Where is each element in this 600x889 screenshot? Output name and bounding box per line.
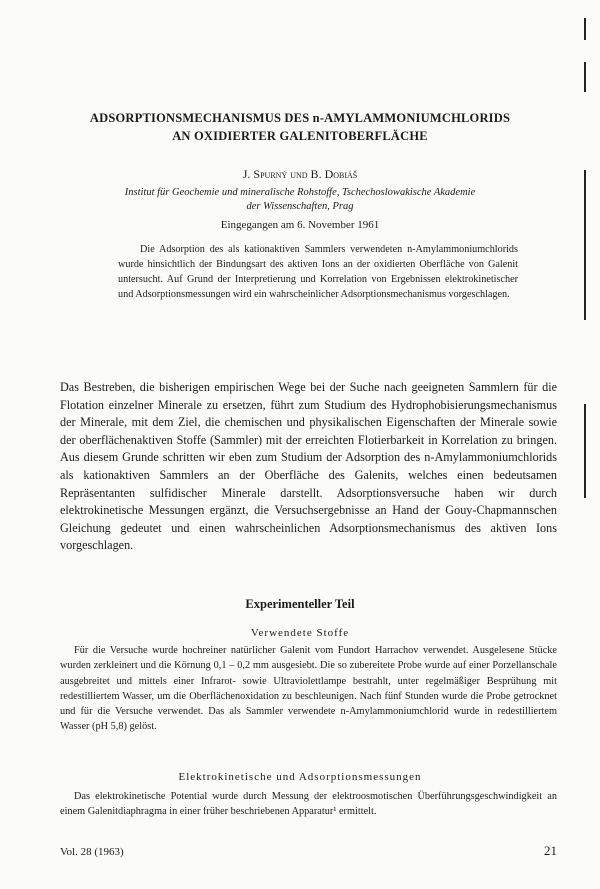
scan-edge-mark-1 [584, 18, 586, 40]
abstract: Die Adsorption des als kationaktiven Sammlers verwendeten n-Amylammoniumchlorids wurde hinsichtlich der Bindungsart des aktiven Ions an der oxidierten Oberfläche von Galenit untersucht. Auf Grund der Interpretierung und Korrelation von Ergebnissen elektrokinetischer und Adsorptionsmessungen wird ein wahrscheinlicher Adsorptionsmechanismus vorgeschlagen. [118, 244, 518, 300]
footer-volume: Vol. 28 (1963) [60, 846, 124, 858]
scan-edge-mark-3 [584, 170, 586, 320]
paper-title-line-2: AN OXIDIERTER GALENITOBERFLÄCHE [172, 129, 428, 143]
materials-paragraph: Für die Versuche wurde hochreiner natürlicher Galenit vom Fundort Harrachov verwendet. Ausgelesene Stücke wurden zerkleinert und die Körnung 0,1 – 0,2 mm ausgesiebt. Die so zubereitete Probe wurde auf einer Porzellanschale ausgebreitet und mittels einer Infrarot- sowie Ultraviolettlampe bestrahlt, unter regelmäßiger Besprühung mit redestilliertem Wasser, um die Oberflächenoxidation zu beschleunigen. Nach fünf Stunden wurde die Probe getrocknet und für die Versuche verwendet. Das als Sammler verwendete n-Amylammoniumchlorid wurde in redestilliertem Wasser (pH 5,8) gelöst. [60, 645, 557, 733]
institution-line-1: Institut für Geochemie und mineralische Rohstoffe, Tschechoslowakische Akademie [124, 187, 476, 198]
received-date: Eingegangen am 6. November 1961 [220, 219, 380, 231]
page-number: 21 [544, 843, 557, 858]
paper-authors: J. Spurný und B. Dobiáš [242, 167, 358, 181]
paper-title-line-1: ADSORPTIONSMECHANISMUS DES n-AMYLAMMONIUMCHLORIDS [89, 111, 511, 125]
scan-edge-mark-2 [584, 62, 586, 92]
subsection-heading-measurements: Elektrokinetische und Adsorptionsmessungen [178, 771, 422, 783]
scan-edge-mark-4 [584, 404, 586, 498]
section-heading: Experimenteller Teil [245, 597, 355, 611]
measurements-paragraph: Das elektrokinetische Potential wurde durch Messung der elektroosmotischen Überführungsgeschwindigkeit an einem Galenitdiaphragma in einer früher beschriebenen Apparatur¹ ermittelt. [60, 791, 557, 818]
subsection-heading-materials: Verwendete Stoffe [250, 627, 350, 639]
institution-line-2: der Wissenschaften, Prag [246, 201, 354, 212]
introduction-paragraph: Das Bestreben, die bisherigen empirischen Wege bei der Suche nach geeigneten Sammlern für die Flotation einzelner Minerale zu ersetzen, führt zum Studium des Hydrophobisierungsmechanismus der Minerale, mit dem Ziel, die chemischen und physikalischen Eigenschaften der Minerale sowie der oberflächenaktiven Stoffe (Sammler) mit der erreichten Flotierbarkeit in Korrelation zu bringen. Aus diesem Grunde schritten wir eben zum Studium der Adsorption des n-Amylammoniumchlorids als kationaktiven Sammlers an der Oberfläche des Galenits, welches einen bedeutsamen Repräsentanten sulfidischer Minerale darstellt. Adsorptionsversuche haben wir durch elektrokinetische Messungen ergänzt, die Versuchsergebnisse an Hand der Gouy-Chapmannschen Gleichung gedeutet und einen wahrscheinlichen Adsorptionsmechanismus des aktiven Ions vorgeschlagen. [60, 380, 557, 553]
